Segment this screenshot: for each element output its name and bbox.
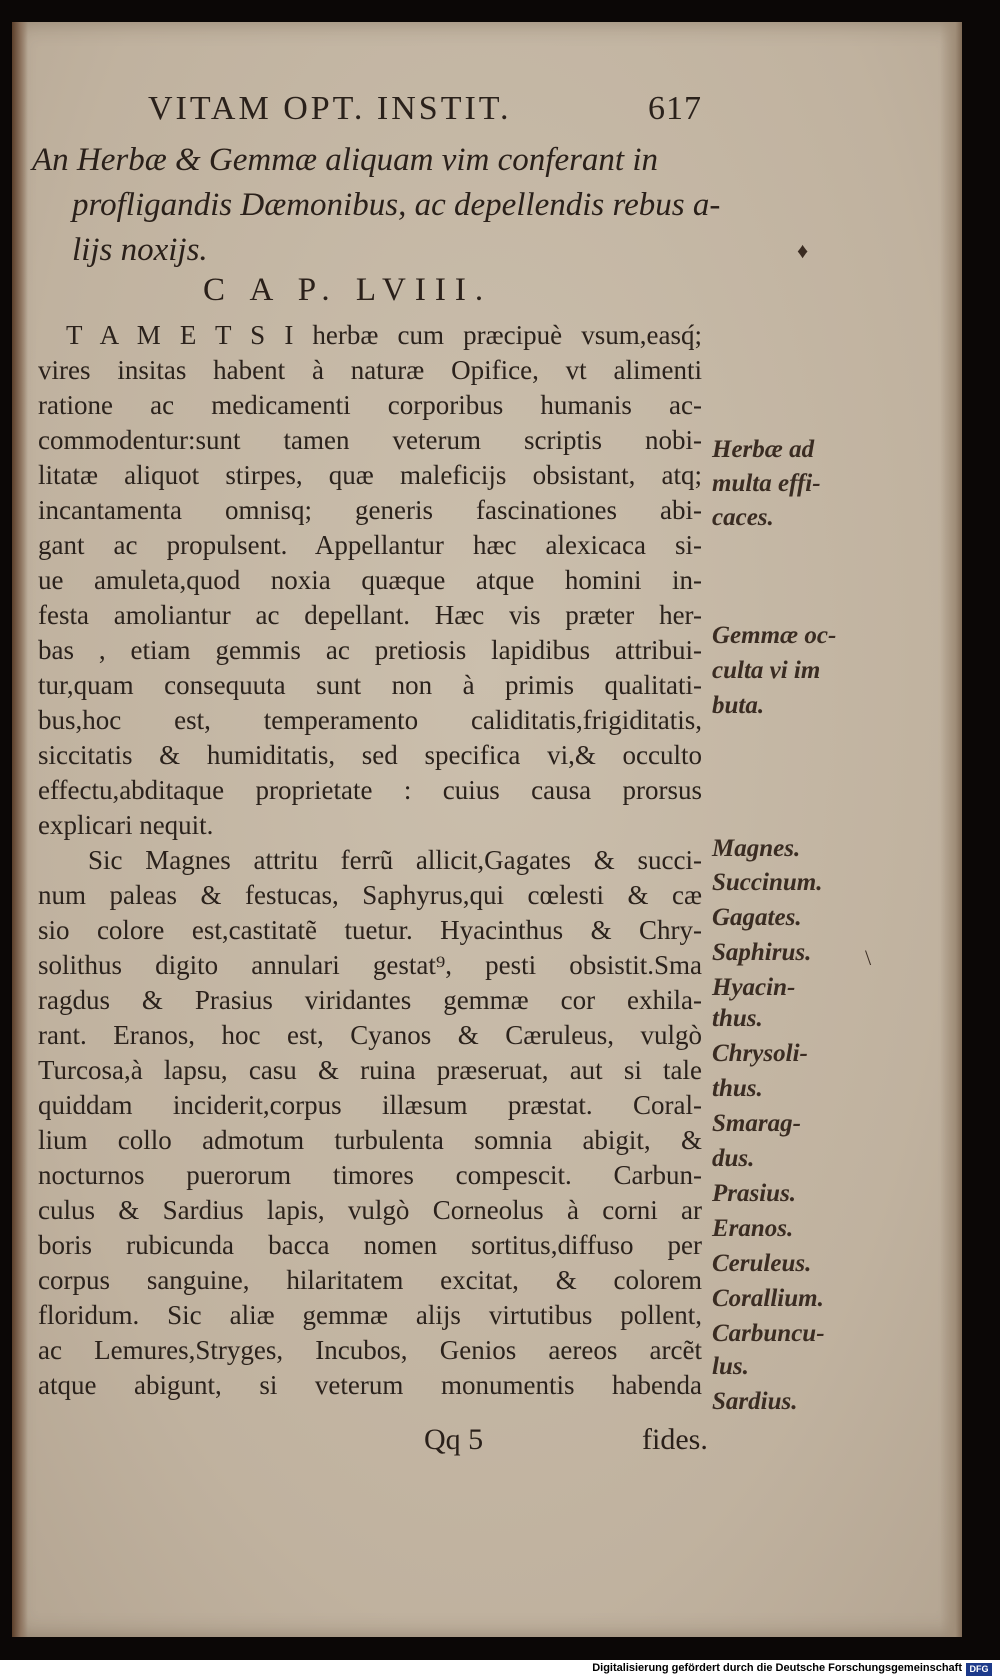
margin-note: Carbuncu- — [712, 1320, 825, 1347]
chapter-heading-line: lijs noxijs. — [72, 232, 208, 268]
body-line: Turcosa,à lapsu, casu & ruina præseruat, aut si tale — [38, 1055, 702, 1085]
body-line: nocturnos puerorum timores compescit. Carbun- — [38, 1160, 702, 1190]
body-line: vires insitas habent à naturæ Opifice, vt alimenti — [38, 355, 702, 385]
page-number: 617 — [648, 90, 702, 127]
margin-note: Hyacin- — [712, 974, 796, 1001]
ink-mark: ♦ — [797, 238, 809, 263]
chapter-heading-line: An Herbæ & Gemmæ aliquam vim conferant in — [32, 142, 659, 178]
margin-note: Gagates. — [712, 904, 802, 931]
margin-note: Saphirus. — [712, 939, 812, 966]
body-line: num paleas & festucas, Saphyrus,qui cœlesti & cæ — [38, 880, 702, 910]
margin-note: Gemmæ oc- — [712, 622, 837, 649]
margin-note: Magnes. — [712, 835, 801, 862]
body-line: siccitatis & humiditatis, sed specifica vi,& occulto — [38, 740, 702, 770]
body-line: ac Lemures,Stryges, Incubos, Genios aereos arcẽt — [38, 1335, 702, 1365]
body-line: solithus digito annulari gestat⁹, pesti obsistit.Sma — [38, 950, 702, 980]
body-line: Sic Magnes attritu ferrũ allicit,Gagates & succi- — [88, 845, 702, 875]
margin-note: Smarag- — [712, 1110, 801, 1137]
body-line: festa amoliantur ac depellant. Hæc vis præter her- — [38, 600, 702, 630]
body-line: culus & Sardius lapis, vulgò Corneolus à corni ar — [38, 1195, 702, 1225]
body-line: tur,quam consequuta sunt non à primis qualitati- — [38, 670, 702, 700]
margin-note: Corallium. — [712, 1285, 824, 1312]
body-line: ratione ac medicamenti corporibus humanis ac- — [38, 390, 702, 420]
chapter-number: C A P. LVIII. — [203, 272, 493, 308]
body-line: explicari nequit. — [38, 810, 214, 840]
body-line: ue amuleta,quod noxia quæque atque homini in- — [38, 565, 702, 595]
body-line: quiddam inciderit,corpus illæsum præstat. Coral- — [38, 1090, 702, 1120]
running-head-title: VITAM OPT. INSTIT. — [148, 90, 512, 127]
ink-mark: \ — [865, 945, 872, 970]
body-line: bas , etiam gemmis ac pretiosis lapidibus attribui- — [38, 635, 702, 665]
body-line: rant. Eranos, hoc est, Cyanos & Cæruleus, vulgò — [38, 1020, 702, 1050]
body-line: effectu,abditaque proprietate : cuius causa prorsus — [38, 775, 702, 805]
margin-note: buta. — [712, 692, 765, 719]
body-line: atque abigunt, si veterum monumentis habenda — [38, 1370, 702, 1400]
body-line: T A M E T S I herbæ cum præcipuè vsum,easq́; — [66, 320, 702, 350]
margin-note: Prasius. — [712, 1180, 797, 1207]
margin-note: thus. — [712, 1005, 763, 1032]
body-line: incantamenta omnisq; generis fascinationes abi- — [38, 495, 702, 525]
chapter-heading-line: profligandis Dæmonibus, ac depellendis rebus a- — [72, 187, 721, 223]
body-line: boris rubicunda bacca nomen sortitus,diffuso per — [38, 1230, 702, 1260]
body-line: ragdus & Prasius viridantes gemmæ cor exhila- — [38, 985, 702, 1015]
margin-note: Herbæ ad — [712, 436, 815, 463]
body-line: lium collo admotum turbulenta somnia abigit, & — [38, 1125, 702, 1155]
margin-note: culta vi im — [712, 657, 821, 684]
margin-note: dus. — [712, 1145, 755, 1172]
margin-note: Sardius. — [712, 1388, 798, 1415]
body-line: commodentur:sunt tamen veterum scriptis nobi- — [38, 425, 702, 455]
signature-mark: Qq 5 — [424, 1423, 484, 1456]
body-line: corpus sanguine, hilaritatem excitat, & colorem — [38, 1265, 702, 1295]
margin-note: Eranos. — [712, 1215, 794, 1242]
catchword: fides. — [642, 1423, 708, 1456]
page-right-edge — [940, 22, 962, 1637]
body-line: litatæ aliquot stirpes, quæ maleficijs obsistant, atq; — [38, 460, 702, 490]
body-line: sio colore est,castitatẽ tuetur. Hyacinthus & Chry- — [38, 915, 702, 945]
body-line: floridum. Sic aliæ gemmæ alijs virtutibus pollent, — [38, 1300, 702, 1330]
margin-note: Succinum. — [712, 869, 823, 896]
dfg-logo: DFG — [966, 1663, 992, 1676]
margin-note: multa effi- — [712, 470, 821, 497]
margin-note: lus. — [712, 1353, 749, 1380]
margin-note: Chrysoli- — [712, 1040, 808, 1067]
margin-note: Ceruleus. — [712, 1250, 812, 1277]
margin-note: thus. — [712, 1075, 763, 1102]
margin-note: caces. — [712, 504, 774, 531]
page-left-edge — [12, 22, 28, 1637]
body-line: gant ac propulsent. Appellantur hæc alexicaca si- — [38, 530, 702, 560]
body-line: bus,hoc est, temperamento caliditatis,frigiditatis, — [38, 705, 702, 735]
footer-credit: Digitalisierung gefördert durch die Deutsche Forschungsgemeinschaft — [592, 1662, 962, 1674]
